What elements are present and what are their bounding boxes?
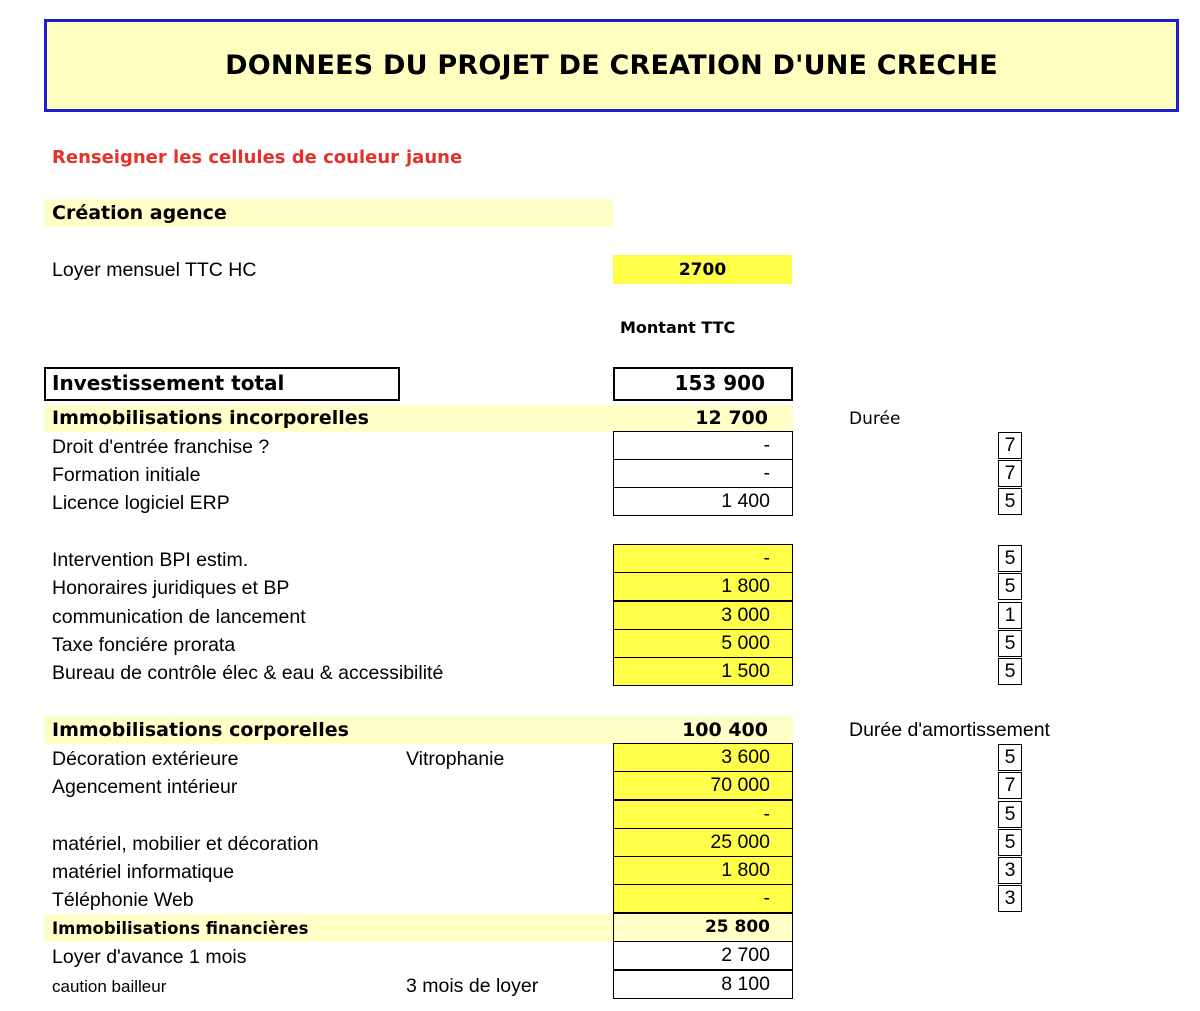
incorporelles-total: 12 700 bbox=[695, 407, 768, 429]
incorporelles-row-label: Droit d'entrée franchise ? bbox=[52, 436, 270, 458]
financieres-row-value[interactable]: 8 100 bbox=[613, 970, 793, 999]
incorporelles-title: Immobilisations incorporelles bbox=[52, 407, 369, 429]
investissement-label: Investissement total bbox=[52, 371, 285, 395]
corporelles-title: Immobilisations corporelles bbox=[52, 719, 349, 741]
incorporelles-row-label: Licence logiciel ERP bbox=[52, 492, 230, 514]
incorporelles-row-label: communication de lancement bbox=[52, 606, 306, 628]
incorporelles-row-value[interactable]: 5 000 bbox=[613, 629, 793, 658]
financieres-total: 25 800 bbox=[704, 917, 770, 937]
corporelles-row-value[interactable]: 70 000 bbox=[613, 771, 793, 800]
corporelles-row-value[interactable]: - bbox=[613, 800, 793, 829]
corporelles-row-duration[interactable]: 3 bbox=[998, 885, 1022, 912]
incorporelles-row-value[interactable]: 1 800 bbox=[613, 572, 793, 601]
financieres-title: Immobilisations financières bbox=[52, 919, 309, 938]
incorporelles-row-value[interactable]: - bbox=[613, 431, 793, 460]
incorporelles-row-label: Bureau de contrôle élec & eau & accessibilité bbox=[52, 662, 444, 684]
corporelles-row-duration[interactable]: 3 bbox=[998, 857, 1022, 884]
corporelles-row-duration[interactable]: 5 bbox=[998, 801, 1022, 828]
incorporelles-row-duration[interactable]: 5 bbox=[998, 545, 1022, 572]
incorporelles-row-duration[interactable]: 5 bbox=[998, 658, 1022, 685]
corporelles-duration-header: Durée d'amortissement bbox=[849, 719, 1050, 741]
loyer-input[interactable]: 2700 bbox=[613, 255, 792, 284]
column-header-montant: Montant TTC bbox=[620, 318, 736, 337]
financieres-row-note: 3 mois de loyer bbox=[406, 975, 539, 997]
incorporelles-row-label: Taxe fonciére prorata bbox=[52, 634, 236, 656]
corporelles-row-note: Vitrophanie bbox=[406, 748, 505, 770]
incorporelles-duration-header: Durée bbox=[849, 409, 901, 429]
incorporelles-row-duration[interactable]: 5 bbox=[998, 488, 1022, 515]
incorporelles-row-duration[interactable]: 7 bbox=[998, 432, 1022, 459]
corporelles-row-value[interactable]: 1 800 bbox=[613, 856, 793, 885]
financieres-row-label: Loyer d'avance 1 mois bbox=[52, 946, 247, 968]
corporelles-row-value[interactable]: 25 000 bbox=[613, 828, 793, 857]
financieres-row-label: caution bailleur bbox=[52, 977, 167, 996]
corporelles-row-value[interactable]: - bbox=[613, 884, 793, 913]
incorporelles-row-label: Intervention BPI estim. bbox=[52, 549, 249, 571]
corporelles-row-duration[interactable]: 5 bbox=[998, 829, 1022, 856]
loyer-label: Loyer mensuel TTC HC bbox=[52, 259, 257, 281]
incorporelles-row-duration[interactable]: 5 bbox=[998, 630, 1022, 657]
incorporelles-row-duration[interactable]: 5 bbox=[998, 573, 1022, 600]
corporelles-row-label: Téléphonie Web bbox=[52, 889, 194, 911]
page-title: DONNEES DU PROJET DE CREATION D'UNE CRECHE bbox=[225, 50, 998, 81]
corporelles-total: 100 400 bbox=[682, 719, 768, 741]
incorporelles-row-duration[interactable]: 7 bbox=[998, 460, 1022, 487]
corporelles-row-label: matériel, mobilier et décoration bbox=[52, 833, 319, 855]
incorporelles-row-label: Formation initiale bbox=[52, 464, 201, 486]
incorporelles-row-value[interactable]: 1 500 bbox=[613, 657, 793, 686]
section-creation-title: Création agence bbox=[52, 202, 227, 224]
corporelles-row-duration[interactable]: 5 bbox=[998, 744, 1022, 771]
corporelles-row-label: Agencement intérieur bbox=[52, 776, 238, 798]
incorporelles-row-label: Honoraires juridiques et BP bbox=[52, 577, 290, 599]
instruction-color-word: jaune bbox=[406, 147, 463, 168]
corporelles-row-label: matériel informatique bbox=[52, 861, 235, 883]
instruction-text: Renseigner les cellules de couleur bbox=[52, 147, 400, 168]
incorporelles-row-duration[interactable]: 1 bbox=[998, 602, 1022, 629]
incorporelles-row-value[interactable]: 3 000 bbox=[613, 601, 793, 630]
corporelles-row-duration[interactable]: 7 bbox=[998, 772, 1022, 799]
incorporelles-row-value[interactable]: - bbox=[613, 544, 793, 573]
incorporelles-row-value[interactable]: 1 400 bbox=[613, 487, 793, 516]
financieres-row-value[interactable]: 2 700 bbox=[613, 941, 793, 970]
investissement-value: 153 900 bbox=[674, 371, 765, 395]
corporelles-row-label: Décoration extérieure bbox=[52, 748, 239, 770]
incorporelles-row-value[interactable]: - bbox=[613, 459, 793, 488]
corporelles-row-value[interactable]: 3 600 bbox=[613, 743, 793, 772]
